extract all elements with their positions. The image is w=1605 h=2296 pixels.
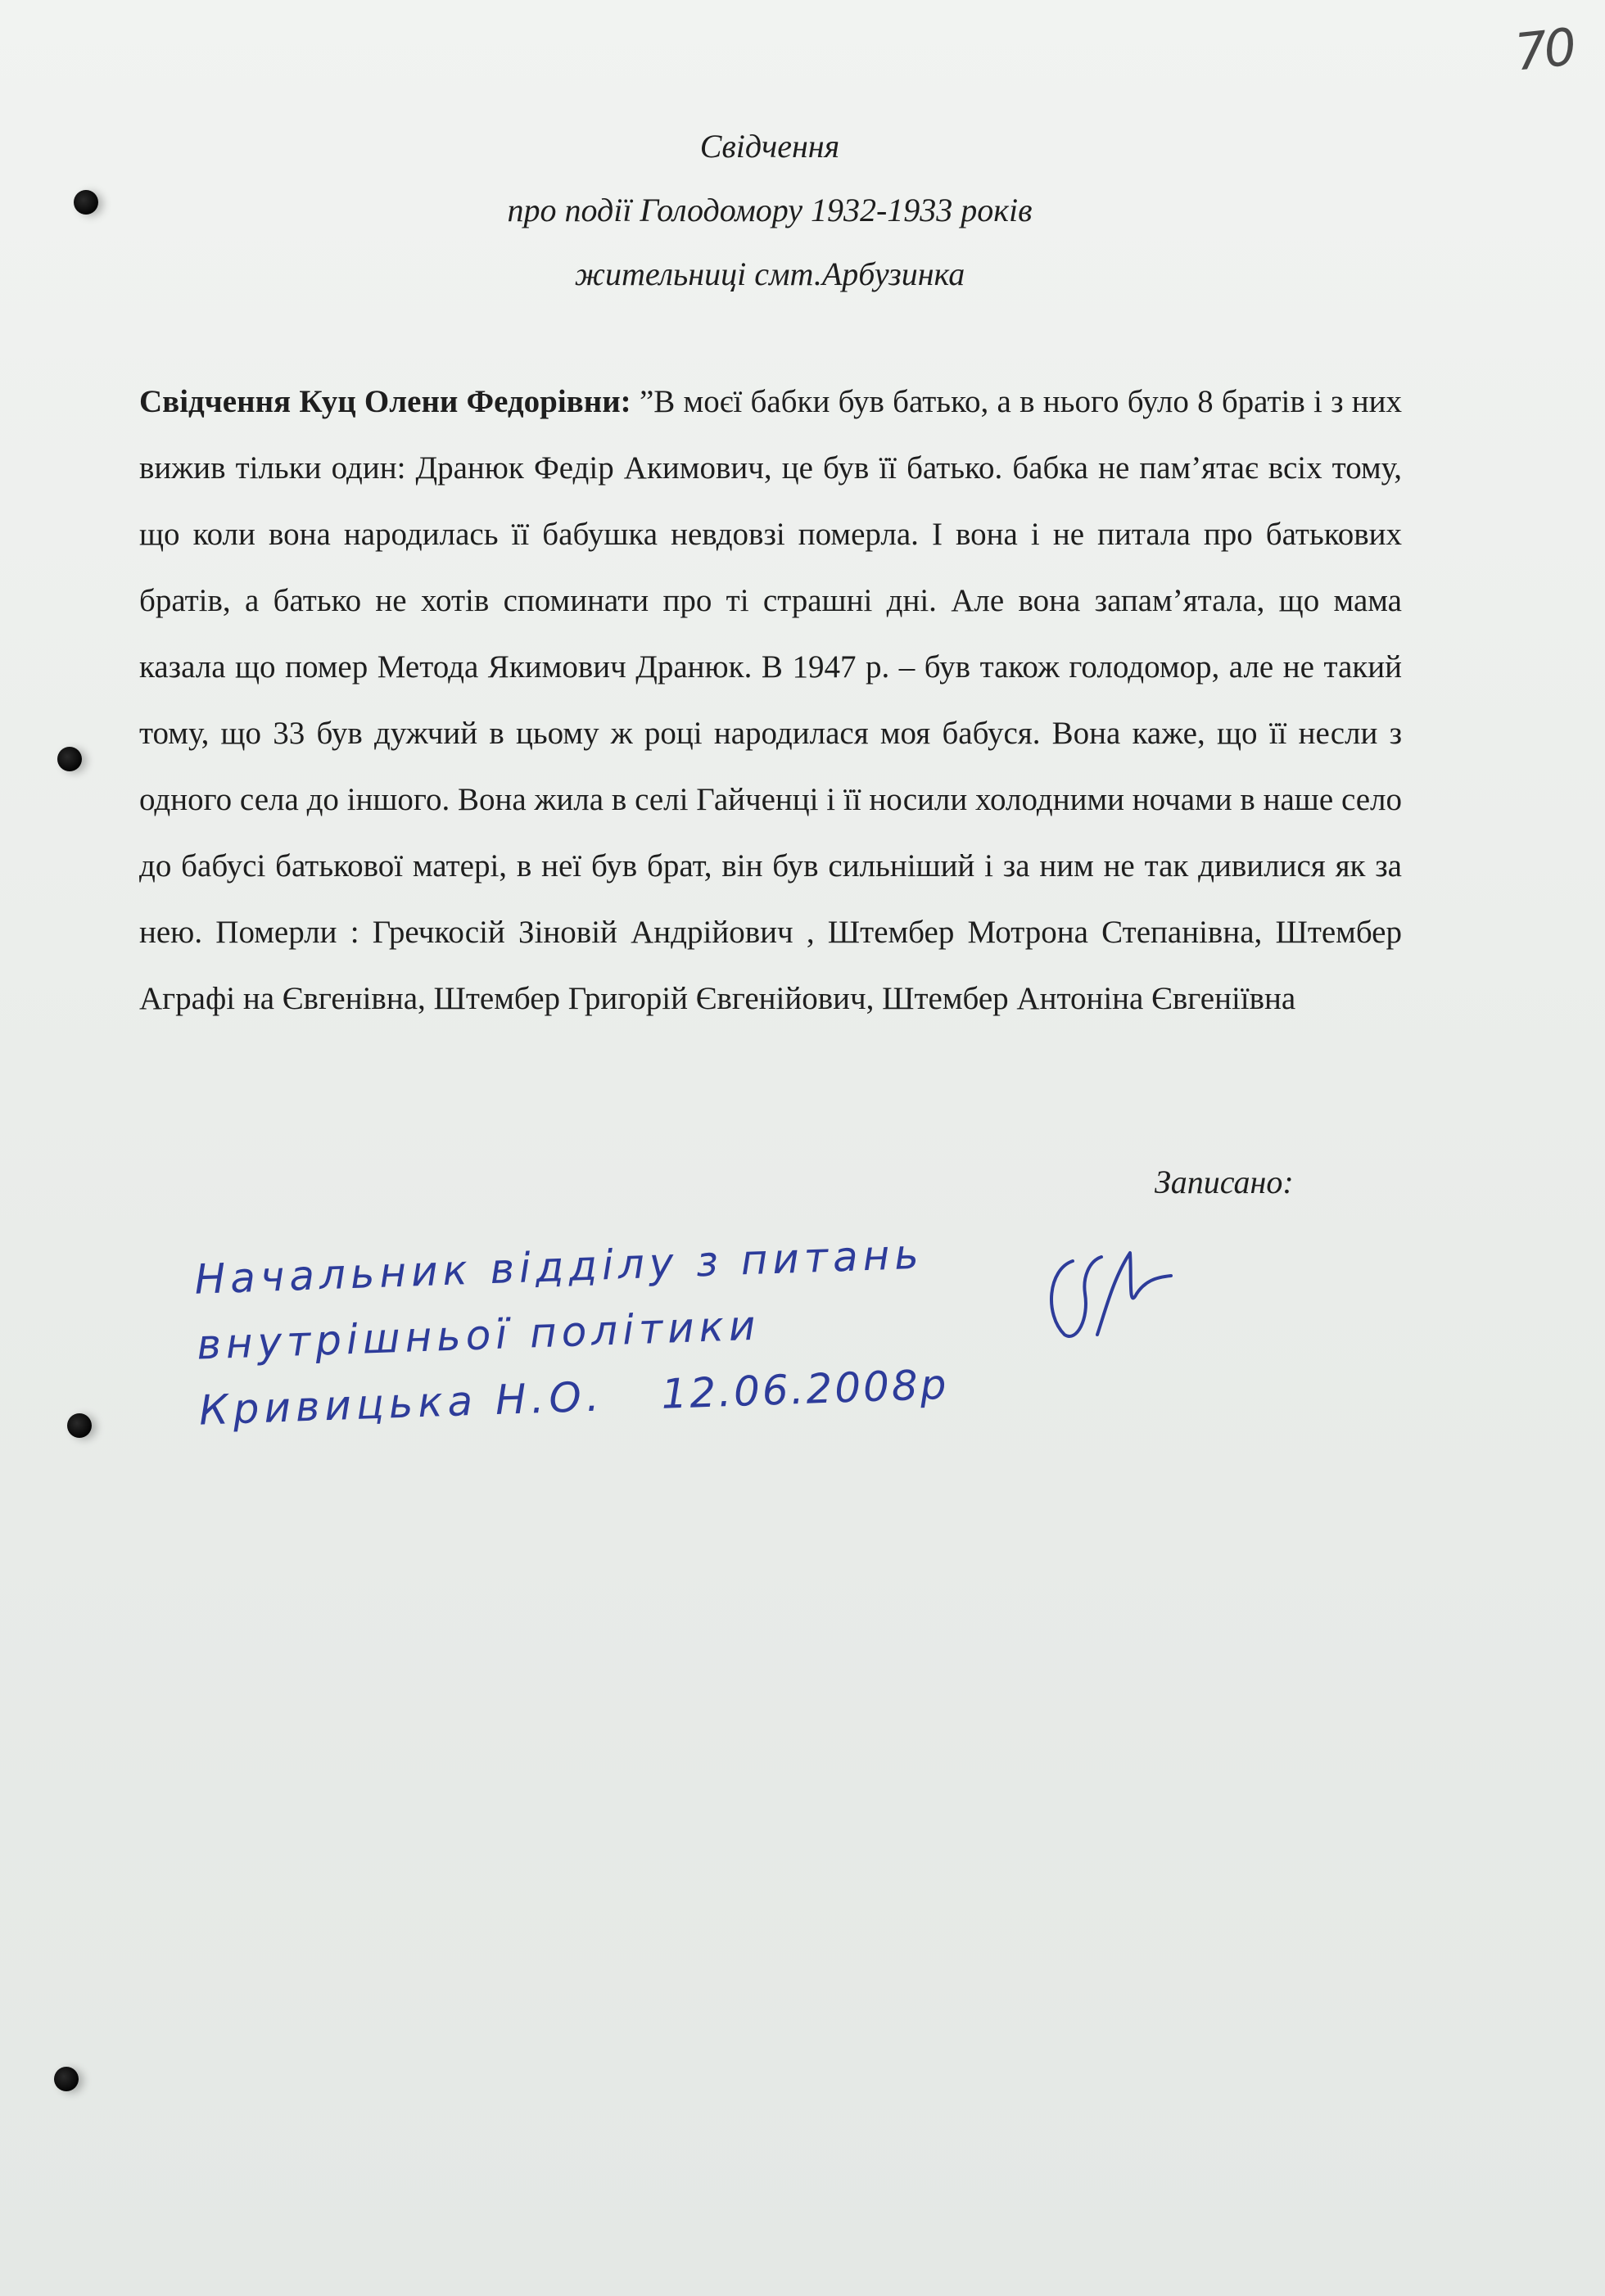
punch-hole-4 [54, 2067, 79, 2091]
title-line-2: про події Голодомору 1932-1933 років [507, 192, 1033, 228]
title-line-3: жительниці смт.Арбузинка [574, 255, 965, 292]
handwritten-line-2: внутрішньої політики [196, 1301, 762, 1369]
testimony-text: ”В моєї бабки був батько, а в нього було 8 братів і з них вижив тільки один: Дранюк Федір Акимович, це був її батько. бабка не пам’ятає всіх тому, що коли вона народилась її бабушка невдовзі померла. І вона і не питала про батькових братів, а батько не хотів споминати про ті страшні дні. Але вона запам’ятала, що мама казала що помер Метода Якимович Дранюк. В 1947 р. – був також голодомор, але не такий тому, що 33 був дужчий в цьому ж році народилася моя бабуся. Вона каже, що її несли з одного села до іншого. Вона жила в селі Гайченці і її носили холодними ночами в наше село до бабусі батькової матері, в неї був брат, він був сильніший і за ним не так дивилися як за нею. Померли : Гречкосій Зіновій Андрійович , Штембер Мотрона Степанівна, Штембер Аграфі на Євгенівна, Штембер Григорій Євгенійович, Штембер Антоніна Євгеніївна [139, 384, 1402, 1016]
recorded-label: Записано: [1155, 1164, 1294, 1200]
punch-hole-3 [67, 1413, 92, 1438]
handwritten-name: Кривицька Н.О. [198, 1372, 605, 1435]
handwritten-line-1: Начальник відділу з питань [193, 1230, 925, 1304]
testimony-lead: Свідчення Куц Олени Федорівни: [139, 384, 631, 419]
document-title [0, 115, 1539, 306]
handwritten-date: 12.06.2008р [660, 1360, 950, 1418]
testimony-body [139, 368, 1402, 1032]
title-line-1: Свідчення [699, 128, 840, 165]
page-number: 70 [1512, 16, 1576, 83]
punch-hole-2 [57, 747, 82, 771]
signature-icon [1040, 1236, 1179, 1359]
